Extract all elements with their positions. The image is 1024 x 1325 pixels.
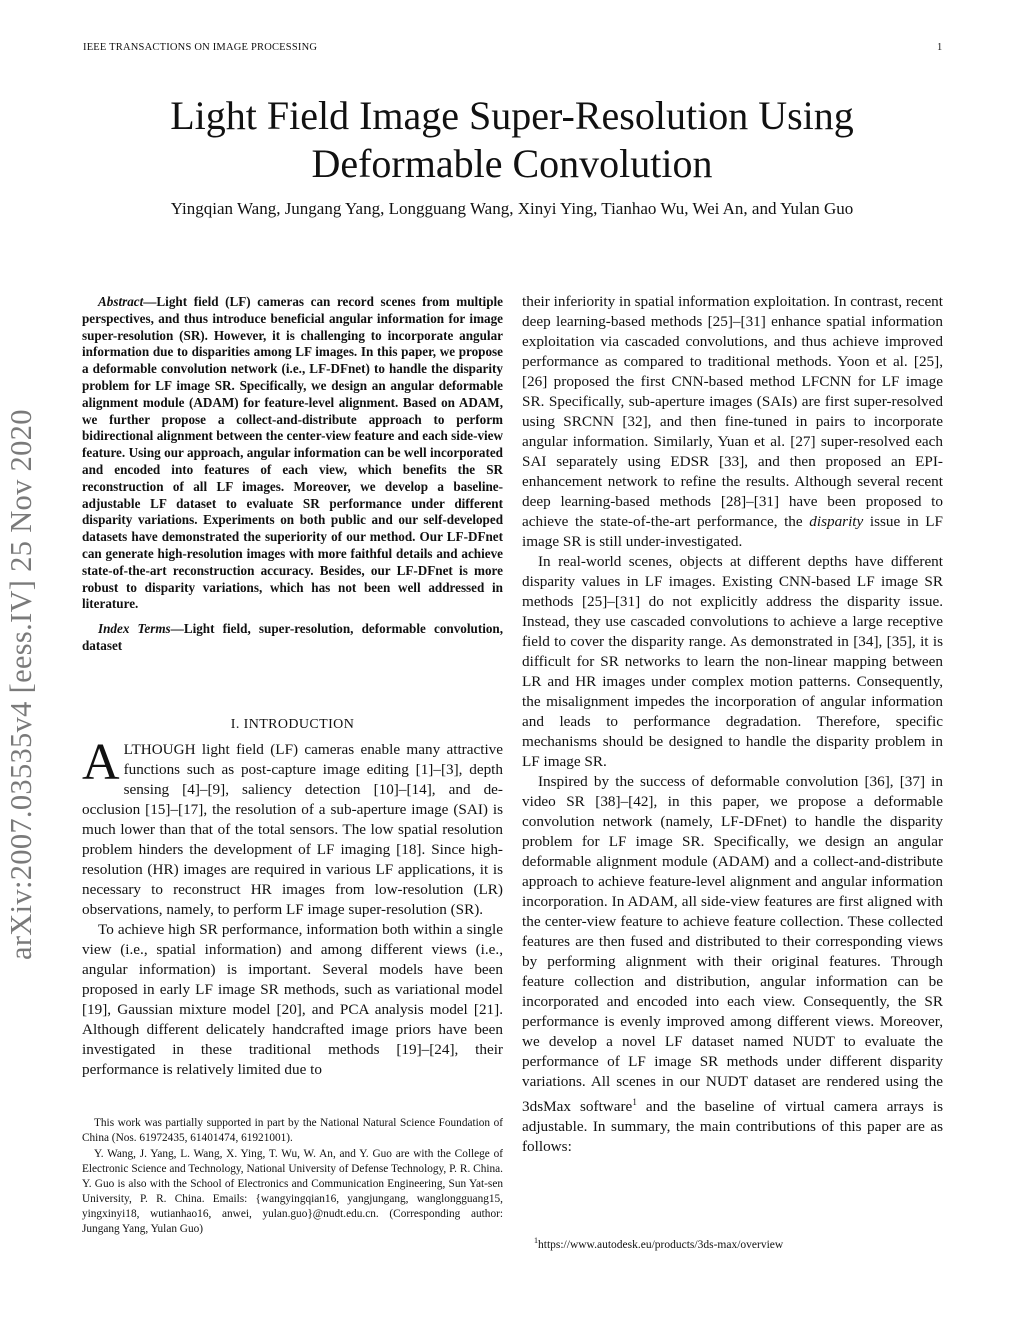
index-terms-text: —Light field, super-resolution, deformable convolution, dataset [82,621,504,653]
right-paragraph-3: Inspired by the success of deformable convolution [36], [37] in video SR [38]–[42], in this paper, we propose a deformable convolution network (namely, LF-DFnet) to handle the disparity problem for LF image SR. Specifically, we design an angular deformable alignment module (ADAM) and a collect-and-distribute approach to achieve feature-level alignment and angular information incorporation. In ADAM, all side-view features are first aligned with the center-view feature to achieve feature collection. These collected features are then fused and distributed to their corresponding views by performing alignment with their original features. Through feature collection and distribution, angular information can be incorporated and encoded into each view. Consequently, the SR performance is evenly improved among different views. Moreover, we develop a novel LF dataset named NUDT to evaluate the performance of LF image SR methods under different disparity variations. All scenes in our NUDT dataset are rendered using the 3dsMax software$^1$ and the baseline of virtual camera arrays is adjustable. In summary, the main contributions of this paper are as follows: [522,773,944,1156]
footnote-url[interactable]: https://www.autodesk.eu/products/3ds-max/overview [538,1238,784,1251]
footnote-1: $^1$https://www.autodesk.eu/products/3ds-max/overview [534,1236,784,1251]
footnote-mark[interactable]: 1 [632,1097,637,1107]
abstract-label: Abstract [98,294,144,309]
drop-cap: A [82,734,120,791]
arxiv-stamp: arXiv:2007.03535v4 [eess.IV] 25 Nov 2020 [4,409,38,960]
paper-title [0,92,1024,188]
funding-footnote: This work was partially supported in part by the National Natural Science Foundation of China (Nos. 61972435, 61401474, 61921001). [82,1117,503,1144]
right-paragraph-1: their inferiority in spatial information exploitation. In contrast, recent deep learning-based methods [25]–[31] enhance spatial information exploitation via cascaded convolutions, and thus achieve improved performance as compared to traditional methods. Yoon et al. [25], [26] proposed the first CNN-based method LFCNN for LF image SR. Specifically, sub-aperture images (SAIs) are first super-resolved using SRCNN [32], and then fine-tuned in pairs to incorporate angular information. Similarly, Yuan et al. [27] super-resolved each SAI separately using EDSR [33], and then proposed an EPI-enhancement network to refine the results. Although several recent deep learning-based methods [28]–[31] have been proposed to achieve the state-of-the-art performance, the disparity issue in LF image SR is still under-investigated. [522,293,943,550]
title-line-1: Light Field Image Super-Resolution Using [170,93,854,138]
page-number: 1 [937,42,943,53]
footnotes-left [82,1116,503,1238]
section-heading-introduction: I. INTRODUCTION [230,717,355,732]
right-paragraph-2: In real-world scenes, objects at different depths have different disparity values in LF images. Existing CNN-based LF image SR methods [25]–[31] do not explicitly address the disparity issue. Instead, they use cascaded convolutions to achieve a large receptive field to cover the disparity range. As demonstrated in [34], [35], it is difficult for SR networks to learn the non-linear mapping between LR and HR images under complex motion patterns. Consequently, the misalignment impedes the incorporation of angular information and leads to performance degradation. Therefore, specific mechanisms should be designed to handle the disparity problem in LF image SR. [522,553,943,770]
intro-paragraph-2: To achieve high SR performance, information both within a single view (i.e., spatial information) and among different views (i.e., angular information) is important. Several models have been proposed in early LF image SR methods, such as variational model [19], Gaussian mixture model [20], and PCA analysis model [21]. Although different delicately handcrafted image priors have been investigated in these traditional methods [19]–[24], their performance is relatively limited due to [82,921,503,1078]
author-list: Yingqian Wang, Jungang Yang, Longguang Wang, Xinyi Ying, Tianhao Wu, Wei An, and Yulan Guo [170,199,854,218]
running-header: IEEE TRANSACTIONS ON IMAGE PROCESSING [83,42,318,53]
affiliation-footnote: Y. Wang, J. Yang, L. Wang, X. Ying, T. Wu, W. An, and Y. Guo are with the College of Electronic Science and Technology, National University of Defense Technology, P. R. China. Y. Guo is also with the School of Electronics and Communication Engineering, Sun Yat-sen University, P. R. China. Emails: {wangyingqian16, yangjungang, wanglongguang15, yingxinyi18, wutianhao16, anwei, yulan.guo}@nudt.edu.cn. (Corresponding author: Jungang Yang, Yulan Guo) [82,1148,503,1235]
intro-left-column [82,734,503,1080]
abstract-text: —Light field (LF) cameras can record scenes from multiple perspectives, and thus introduce beneficial angular information for image super-resolution (SR). However, it is challenging to incorporate angular information due to disparities among LF images. In this paper, we propose a deformable convolution network (i.e., LF-DFnet) to handle the disparity problem for LF image SR. Specifically, we design an angular deformable alignment module (ADAM) for feature-level alignment. Based on ADAM, we further propose a collect-and-distribute approach to perform bidirectional alignment between the center-view feature and each side-view feature. Using our approach, angular information can be well incorporated and encoded into features of each view, which benefits the SR reconstruction of all LF images. Moreover, we develop a baseline-adjustable LF dataset to evaluate SR performance under different disparity variations. Experiments on both public and our self-developed datasets have demonstrated the superiority of our method. Our LF-DFnet can generate high-resolution images with more faithful details and achieve state-of-the-art reconstruction accuracy. Besides, our LF-DFnet is more robust to disparity variations, which has not been well addressed in literature. [82,294,503,612]
index-terms-label: Index Terms [98,621,171,637]
abstract [82,294,503,655]
intro-paragraph-1: ALTHOUGH light field (LF) cameras enable many attractive functions such as post-capture image editing [1]–[3], depth sensing [4]–[9], saliency detection [10]–[14], and de-occlusion [15]–[17], the resolution of a sub-aperture image (SAI) is much lower than that of the total sensors. The low spatial resolution problem hinders the development of LF imaging [18]. Since high-resolution (HR) images are required in various LF applications, it is necessary to reconstruct HR images from low-resolution (LR) observations, namely, to perform LF image super-resolution (SR). [82,734,503,918]
title-line-2: Deformable Convolution [311,141,713,186]
intro-right-column [522,292,943,1157]
